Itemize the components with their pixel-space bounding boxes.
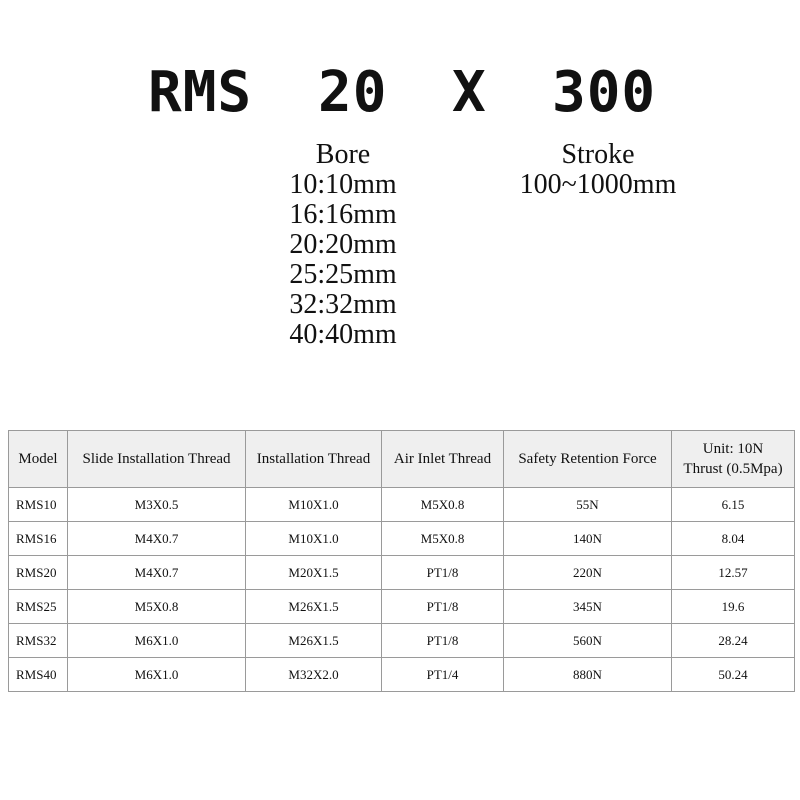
cell-model: RMS40 (9, 658, 68, 692)
cell-thrust: 12.57 (672, 556, 795, 590)
bore-option: 20:20mm (289, 229, 397, 260)
cell-install-thread: M26X1.5 (246, 624, 382, 658)
model-code-bore: 20 (318, 60, 388, 125)
model-code-stroke: 300 (552, 60, 657, 125)
header-model: Model (9, 431, 68, 488)
cell-install-thread: M26X1.5 (246, 590, 382, 624)
bore-label: Bore (315, 139, 371, 170)
bore-option: 25:25mm (289, 259, 397, 290)
cell-model: RMS20 (9, 556, 68, 590)
cell-model: RMS10 (9, 488, 68, 522)
cell-thrust: 19.6 (672, 590, 795, 624)
table-header-row (9, 431, 795, 488)
thrust-label: Thrust (0.5Mpa) (683, 461, 783, 477)
cell-install-thread: M10X1.0 (246, 488, 382, 522)
cell-thrust: 50.24 (672, 658, 795, 692)
model-code-series: RMS (148, 60, 253, 125)
model-code (0, 58, 800, 128)
cell-retention: 345N (504, 590, 672, 624)
cell-air-inlet: PT1/8 (382, 624, 504, 658)
cell-retention: 880N (504, 658, 672, 692)
header-air-inlet: Air Inlet Thread (382, 431, 504, 488)
cell-model: RMS32 (9, 624, 68, 658)
table-row (9, 624, 795, 658)
table-row (9, 556, 795, 590)
cell-slide-thread: M4X0.7 (68, 556, 246, 590)
bore-option: 32:32mm (289, 289, 397, 320)
header-thrust (672, 431, 795, 488)
cell-install-thread: M10X1.0 (246, 522, 382, 556)
cell-thrust: 8.04 (672, 522, 795, 556)
bore-spec (270, 140, 416, 350)
bore-option: 16:16mm (289, 199, 397, 230)
cell-retention: 220N (504, 556, 672, 590)
table-row (9, 658, 795, 692)
header-slide-thread: Slide Installation Thread (68, 431, 246, 488)
cell-slide-thread: M5X0.8 (68, 590, 246, 624)
cell-thrust: 28.24 (672, 624, 795, 658)
stroke-range: 100~1000mm (519, 169, 677, 200)
stroke-spec (498, 140, 698, 200)
stroke-label: Stroke (561, 139, 635, 170)
cell-model: RMS16 (9, 522, 68, 556)
cell-air-inlet: PT1/4 (382, 658, 504, 692)
header-retention: Safety Retention Force (504, 431, 672, 488)
spec-table (8, 430, 795, 692)
table-row (9, 488, 795, 522)
cell-install-thread: M32X2.0 (246, 658, 382, 692)
cell-install-thread: M20X1.5 (246, 556, 382, 590)
cell-slide-thread: M3X0.5 (68, 488, 246, 522)
cell-air-inlet: PT1/8 (382, 556, 504, 590)
cell-retention: 560N (504, 624, 672, 658)
cell-air-inlet: M5X0.8 (382, 522, 504, 556)
model-code-separator: X (452, 60, 487, 125)
thrust-unit: Unit: 10N (702, 441, 764, 457)
table-row (9, 590, 795, 624)
cell-slide-thread: M6X1.0 (68, 624, 246, 658)
cell-retention: 140N (504, 522, 672, 556)
table-row (9, 522, 795, 556)
cell-slide-thread: M6X1.0 (68, 658, 246, 692)
cell-retention: 55N (504, 488, 672, 522)
cell-model: RMS25 (9, 590, 68, 624)
cell-air-inlet: PT1/8 (382, 590, 504, 624)
bore-option: 10:10mm (289, 169, 397, 200)
cell-thrust: 6.15 (672, 488, 795, 522)
cell-air-inlet: M5X0.8 (382, 488, 504, 522)
cell-slide-thread: M4X0.7 (68, 522, 246, 556)
bore-option: 40:40mm (289, 319, 397, 350)
header-install-thread: Installation Thread (246, 431, 382, 488)
